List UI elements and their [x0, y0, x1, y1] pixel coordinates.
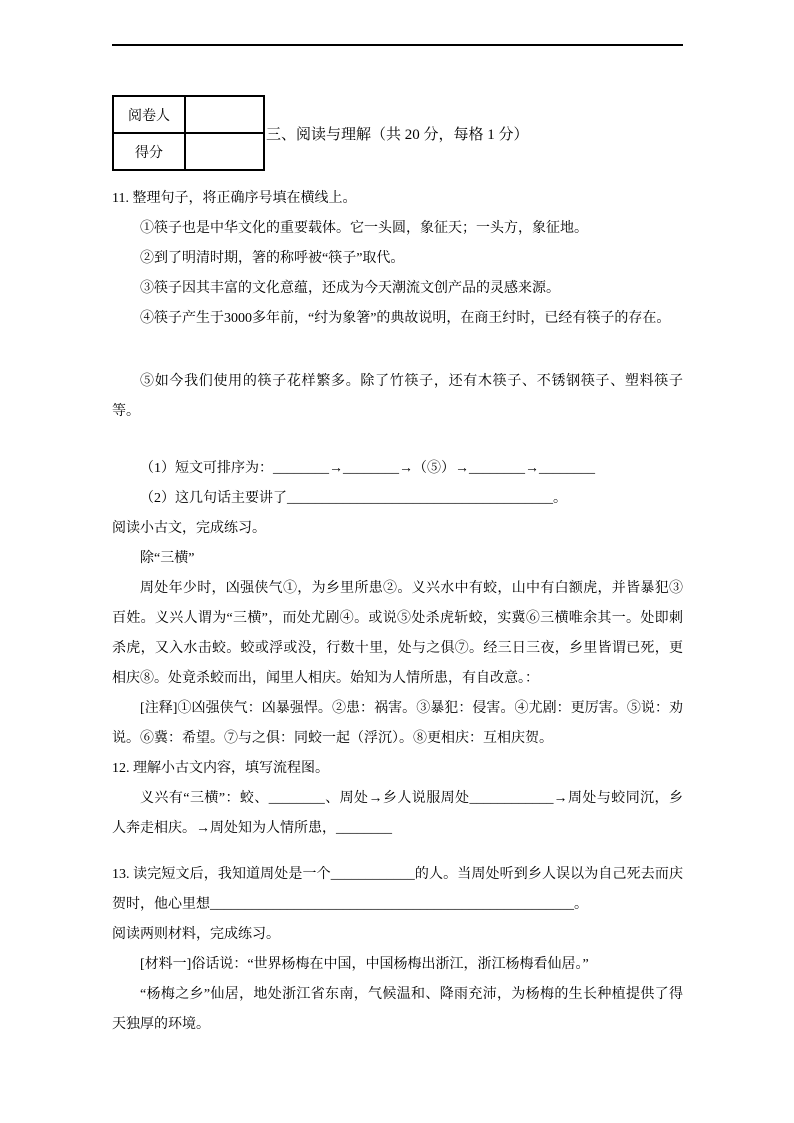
grader-label-cell: 阅卷人: [113, 96, 185, 133]
q11-sentence-3: ③筷子因其丰富的文化意蕴，还成为今天潮流文创产品的灵感来源。: [140, 281, 560, 296]
q11-stem: 11. 整理句子，将正确序号填在横线上。: [112, 191, 357, 206]
material-1-body: “杨梅之乡”仙居，地处浙江省东南，气候温和、降雨充沛，为杨梅的生长种植提供了得天独厚的环境。: [112, 987, 683, 1032]
q11-sentence-1: ①筷子也是中华文化的重要载体。它一头圆，象征天；一头方，象征地。: [140, 221, 588, 236]
q11-sentence-2: ②到了明清时期，箸的称呼被“筷子”取代。: [140, 251, 405, 266]
header-divider: [112, 44, 683, 46]
guwen-intro: 阅读小古文，完成练习。: [112, 521, 266, 536]
guwen-notes: [注释]①凶强侠气：凶暴强悍。②患：祸害。③暴犯：侵害。④尤剧：更厉害。⑤说：劝说。⑥冀：希望。⑦与之俱：同蛟一起（浮沉）。⑧更相庆：互相庆贺。: [112, 701, 683, 746]
guwen-body: 周处年少时，凶强侠气①，为乡里所患②。义兴水中有蛟，山中有白额虎，并皆暴犯③百姓。义兴人谓为“三横”，而处尤剧④。或说⑤处杀虎斩蛟，实冀⑥三横唯余其一。处即刺杀虎，又入水击蛟。蛟或浮或没，行数十里，处与之俱⑦。经三日三夜，乡里皆谓已死，更相庆⑧。处竟杀蛟而出，闻里人相庆。始知为人情所患，有自改意。：: [112, 581, 683, 686]
q11-subquestion-1: （1）短文可排序为：________→________→（⑤）→________→________: [140, 461, 595, 476]
grader-value-cell: [185, 96, 264, 133]
material-1-quote: [材料一]俗话说：“世界杨梅在中国，中国杨梅出浙江，浙江杨梅看仙居。”: [140, 957, 589, 972]
q12-stem: 12. 理解小古文内容，填写流程图。: [112, 761, 329, 776]
q13-stem: 13. 读完短文后，我知道周处是一个____________的人。当周处听到乡人误以为自己死去而庆贺时，他心里想____________________________________________________。: [112, 867, 683, 912]
score-section: [112, 95, 683, 171]
score-table-row: [113, 133, 264, 170]
score-table: [112, 95, 265, 171]
section-title: 三、阅读与理解（共 20 分，每格 1 分）: [266, 126, 529, 143]
q12-flowchart: 义兴有“三横”：蛟、________、周处→乡人说服周处____________→周处与蛟同沉，乡人奔走相庆。→周处知为人情所患，________: [112, 791, 683, 836]
score-label-cell: 得分: [113, 133, 185, 170]
materials-intro: 阅读两则材料，完成练习。: [112, 927, 280, 942]
q11-subquestion-2: （2）这几句话主要讲了______________________________________。: [140, 491, 567, 506]
guwen-title: 除“三横”: [140, 551, 195, 566]
q11-sentence-4: ④筷子产生于3000多年前，“纣为象箸”的典故说明，在商王纣时，已经有筷子的存在。: [140, 311, 671, 326]
score-value-cell: [185, 133, 264, 170]
q11-sentence-5: ⑤如今我们使用的筷子花样繁多。除了竹筷子，还有木筷子、不锈钢筷子、塑料筷子等。: [112, 374, 683, 419]
score-table-row: [113, 96, 264, 133]
